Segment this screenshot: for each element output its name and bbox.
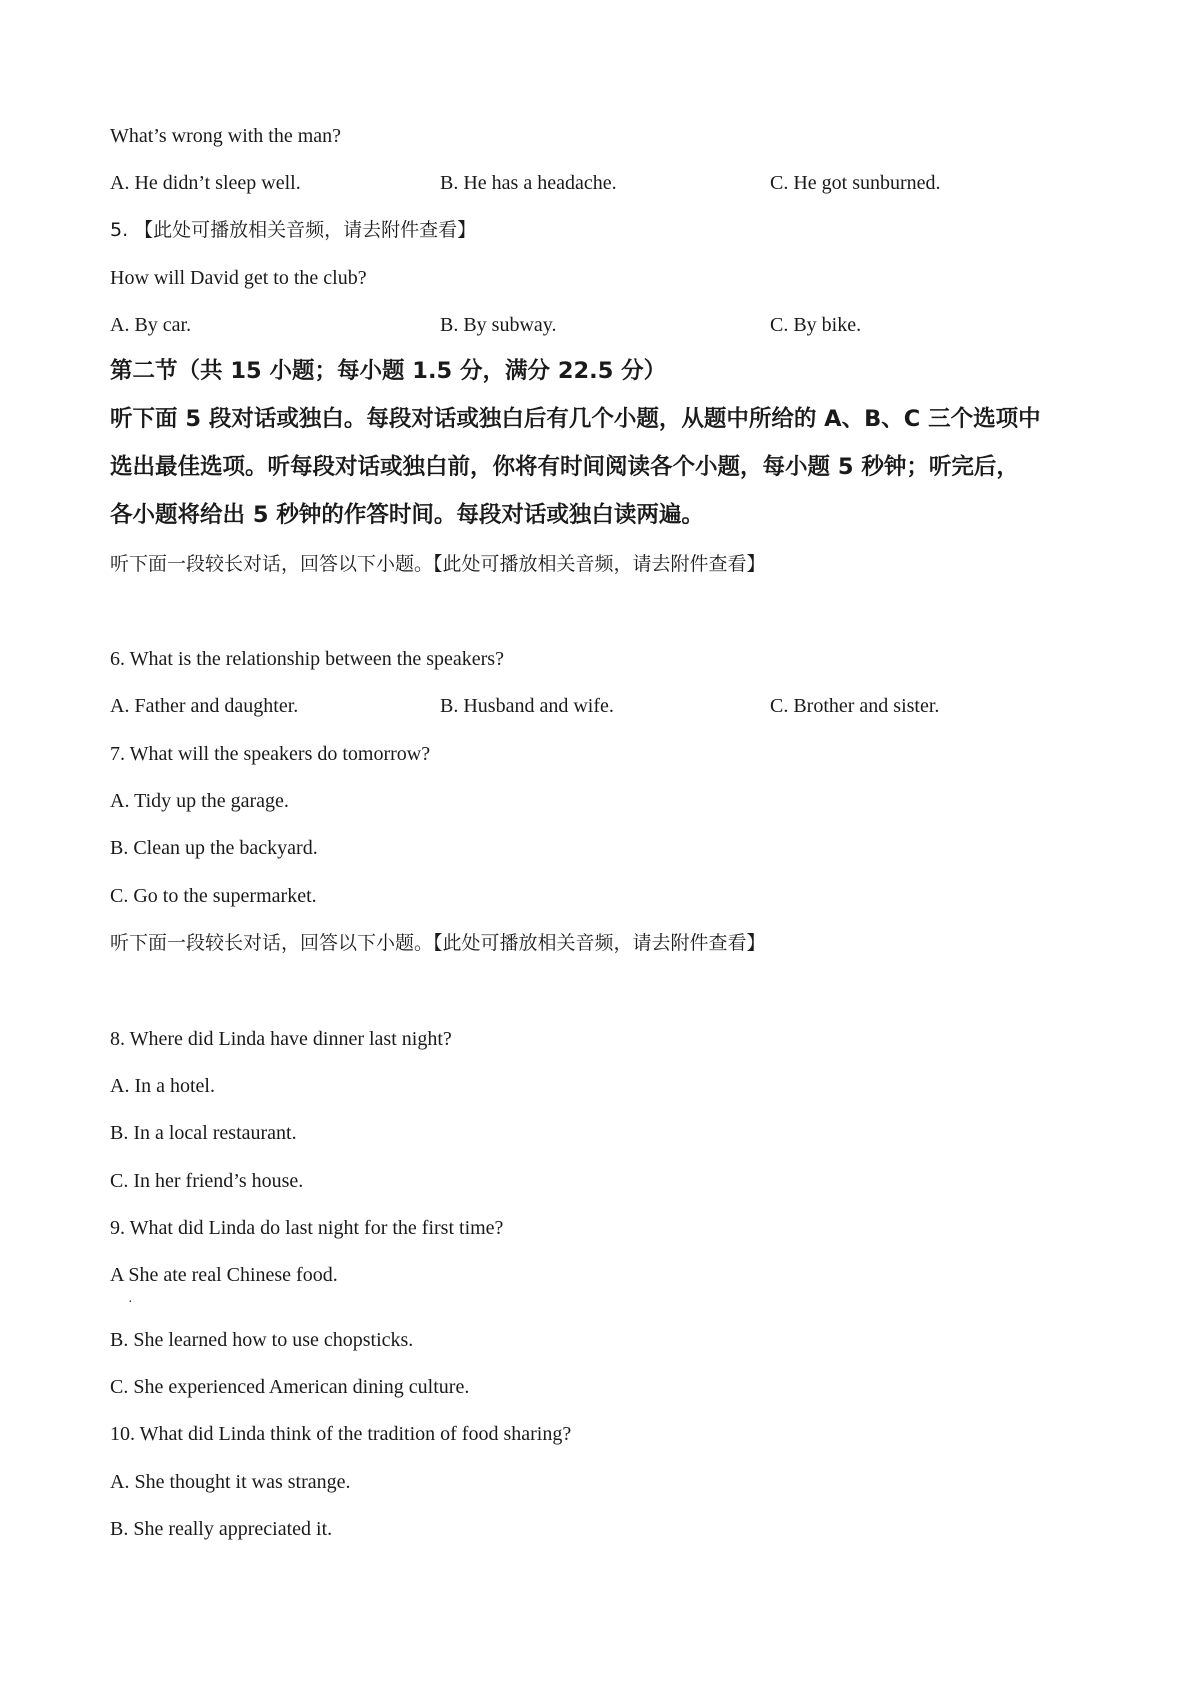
q8-option-c: C. In her friend’s house. bbox=[110, 1170, 304, 1192]
q9-option-c: C. She experienced American dining culture. bbox=[110, 1376, 470, 1398]
q6-question: 6. What is the relationship between the speakers? bbox=[110, 648, 504, 670]
q8-question: 8. Where did Linda have dinner last night? bbox=[110, 1028, 452, 1050]
q6-option-a: A. Father and daughter. bbox=[110, 695, 299, 717]
q10-option-a: A. She thought it was strange. bbox=[110, 1471, 351, 1493]
q10-option-b: B. She really appreciated it. bbox=[110, 1518, 333, 1540]
section2-heading: 第二节（共 15 小题；每小题 1.5 分，满分 22.5 分） bbox=[110, 358, 667, 384]
q10-question: 10. What did Linda think of the tradition of food sharing? bbox=[110, 1423, 572, 1445]
q9-question: 9. What did Linda do last night for the first time? bbox=[110, 1217, 504, 1239]
q9-stray-dot: · bbox=[128, 1295, 133, 1310]
q5-option-b: B. By subway. bbox=[440, 314, 557, 336]
q6-option-c: C. Brother and sister. bbox=[770, 695, 940, 717]
section2-instruction-line-1: 听下面 5 段对话或独白。每段对话或独白后有几个小题，从题中所给的 A、B、C 三个选项中 bbox=[110, 406, 1041, 432]
q4-option-b: B. He has a headache. bbox=[440, 172, 617, 194]
q7-option-a: A. Tidy up the garage. bbox=[110, 790, 289, 812]
q9-option-b: B. She learned how to use chopsticks. bbox=[110, 1329, 414, 1351]
dialog2-audio-note: 听下面一段较长对话，回答以下小题。【此处可播放相关音频，请去附件查看】 bbox=[110, 932, 766, 954]
section2-instruction-line-2: 选出最佳选项。听每段对话或独白前，你将有时间阅读各个小题，每小题 5 秒钟；听完后， bbox=[110, 454, 1019, 480]
q4-question: What’s wrong with the man? bbox=[110, 125, 342, 147]
q8-option-b: B. In a local restaurant. bbox=[110, 1122, 297, 1144]
q5-question: How will David get to the club? bbox=[110, 267, 367, 289]
section2-instruction-line-3: 各小题将给出 5 秒钟的作答时间。每段对话或独白读两遍。 bbox=[110, 502, 704, 528]
q5-audio-note: 5. 【此处可播放相关音频，请去附件查看】 bbox=[110, 219, 477, 241]
q5-option-a: A. By car. bbox=[110, 314, 192, 336]
q4-option-c: C. He got sunburned. bbox=[770, 172, 941, 194]
q7-question: 7. What will the speakers do tomorrow? bbox=[110, 743, 431, 765]
q4-option-a: A. He didn’t sleep well. bbox=[110, 172, 301, 194]
q7-option-c: C. Go to the supermarket. bbox=[110, 885, 317, 907]
q7-option-b: B. Clean up the backyard. bbox=[110, 837, 318, 859]
q5-option-c: C. By bike. bbox=[770, 314, 862, 336]
q6-option-b: B. Husband and wife. bbox=[440, 695, 614, 717]
q9-option-a: A She ate real Chinese food. bbox=[110, 1264, 338, 1286]
q8-option-a: A. In a hotel. bbox=[110, 1075, 215, 1097]
dialog1-audio-note: 听下面一段较长对话，回答以下小题。【此处可播放相关音频，请去附件查看】 bbox=[110, 553, 766, 575]
